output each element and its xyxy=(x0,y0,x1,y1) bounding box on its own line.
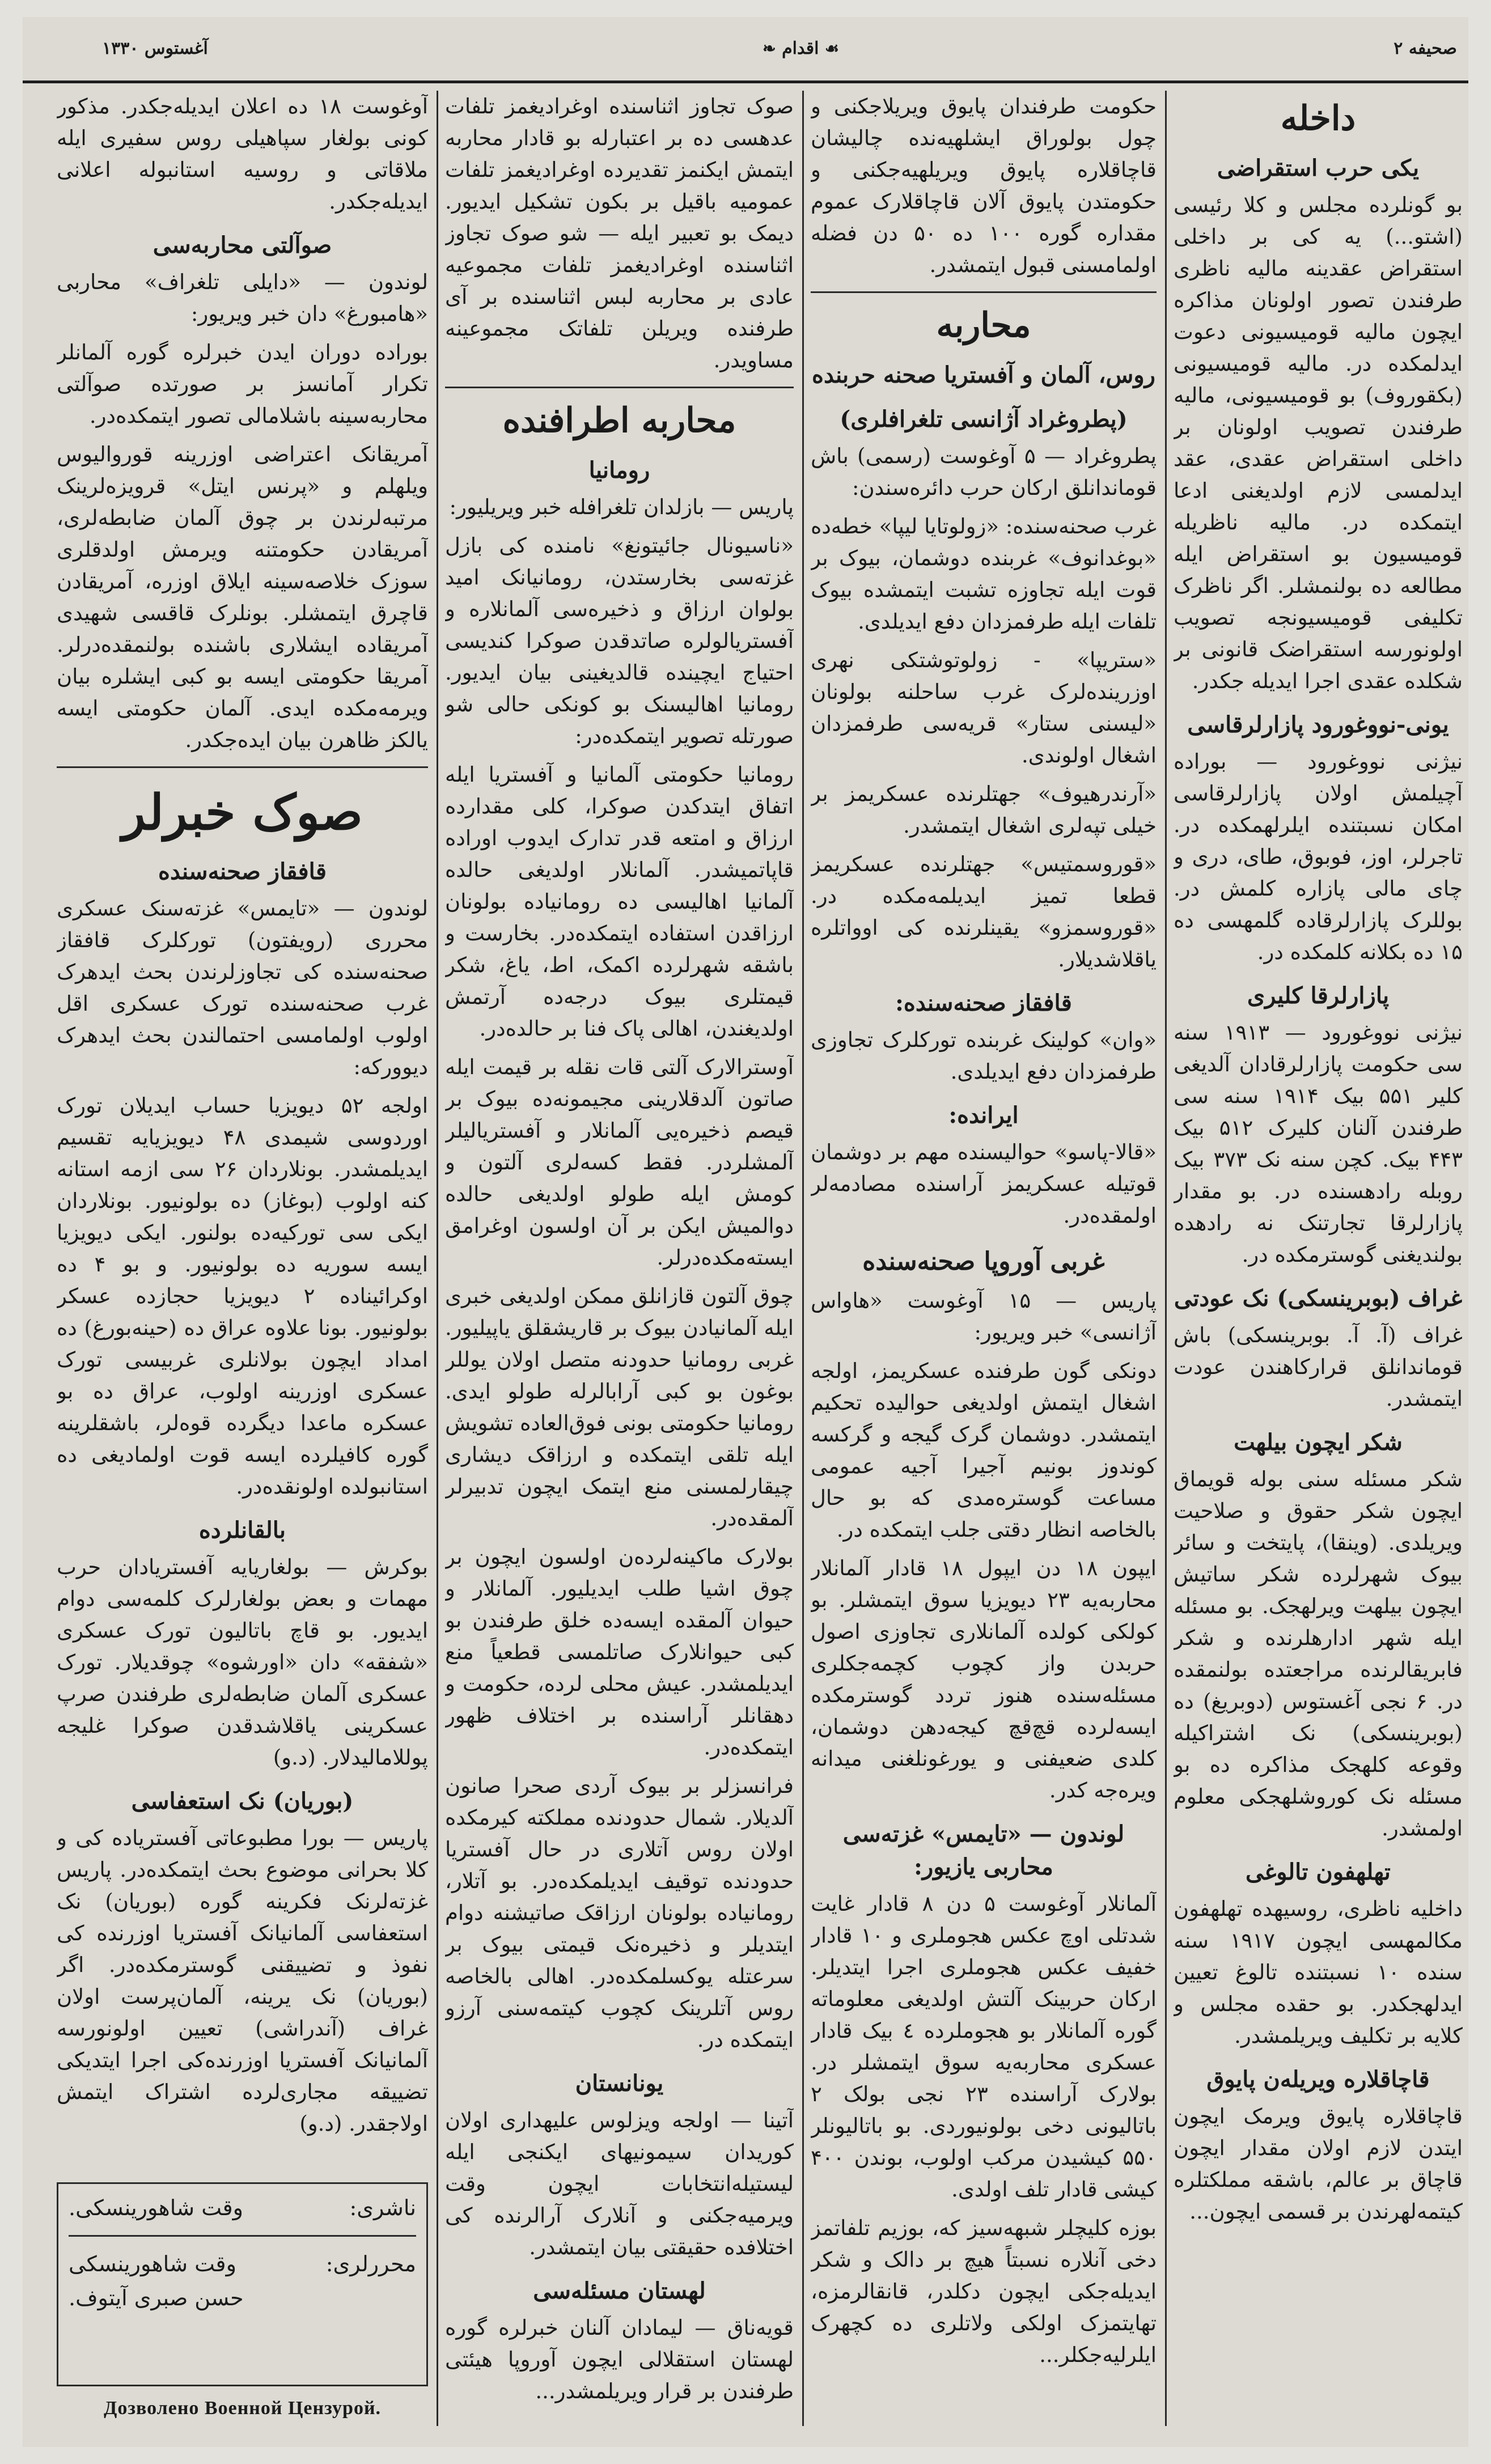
header-newspaper-name xyxy=(763,39,839,58)
article-text: «ستریپا» - زولوتوشتکی نهری اوزرینده‌لرک غرب ساحلنه بولونان «لیسنی ستار» قریه‌سی طرفمزدان اشغال اولوندی. xyxy=(811,648,1157,767)
article-text: آمریقانک اعتراضی اوزرینه قوروالیوس ویلهلم و «پرنس ایتل» قرویزه‌لرینک مرتبه‌لرندن بر چوق آلمان ضابطه‌لری، آمریقادن حکومتنه ویرمش اولدقلری سوزک خلاصه‌سینه ایلاق اوزره، آمریقادن قاچرق ایتمشلر. بونلرک قاقسی شهیدی آمریقاده ایشلاری باشنده بولنمقده‌درلر. آمریقا حکومتی ایسه بو کبی ایشلره بیان ویرمه‌مکده ایدی. آلمان حکومتی ایسه یالکز ظاهرن بیان ایده‌جکدر. xyxy=(57,442,428,752)
article-text: حکومت طرفندان پایوق ویریلاجکنی و چول بولوراق ایشلهیه‌نده چالیشان قاچاقلاره پایوق ویریلهیه‌جکنی و حکومتدن پایوق آلان قاچاقلارک عموم مقداره گوره ۱۰۰ ده ۵۰ دن فضله اولمامسنی قبول ایتمشدر. xyxy=(811,94,1157,277)
article-text: بوراده دوران ایدن خبرلره گوره آلمانلر تکرار آمانسز بر صورتده صوآلتی محاربه‌سینه باشلامالی تصور ایتمکده‌در. xyxy=(57,340,428,428)
article-heading: تهلهفون تالوغی xyxy=(1246,1859,1391,1885)
article-text: بوکرش — بولغاریایه آفستریادان حرب مهمات و بعض بولغارلرک کلمه‌سی دوام ایدیور. بو قاچ باتالیون تورک عسکری «شفقه» دان «اورشوه» چوقدیلار. تورک عسکری آلمان ضابطه‌لری طرفندن صرپ عسکرینی یاقلاشدقدن صوکرا غلیجه پوللامالیدلار. (د.و) xyxy=(57,1555,428,1770)
article-text: لوندون — «تایمس» غزته‌سنک عسکری محرری (رویفتون) تورکلرک قافقاز صحنه‌سنده کی تجاوزلرندن بحث ایدهرک غرب صحنه‌سنده تورک عسکری اقل اولوب اولمامسی احتمالندن بحث ایدهرک دیوورکه: xyxy=(57,896,428,1079)
article-text: بولارک ماکینه‌لرده‌ن اولسون ایچون بر چوق اشیا طلب ایدیلیور. آلمانلار و حیوان آلمقده ایسه‌ده خلق طرفندن بو کبی حیوانلارک صاتلمسی قطعیاً منع ایدیلمشدر. عیش محلی لرده، حکومت و دهقانلر آراسنده بر اختلاف ظهور ایتمکده‌در. xyxy=(445,1545,794,1759)
article-text: بوزه کلیچلر شبهه‌سیز که، بوزیم تلفاتمز دخی آنلاره نسبتاً هیچ بر دالک و شکر ایدیله‌جکی ایچون دکلدر، قانقالرمزه، تهایتمزک اولکی ولاتلری ده کچهرک ایلرلیه‌جکلر... xyxy=(811,2216,1157,2367)
article-heading: پازارلرقا کلیری xyxy=(1247,982,1390,1009)
divider xyxy=(57,766,428,768)
article-text: قویه‌ناق — لیمادان آلنان خبرلره گوره لهستان استقلالی ایچون آوروپا هیئتی طرفندن بر قرار ویریلمشدر... xyxy=(445,2315,794,2403)
article-heading: یونی-نووغورود پازارلرقاسی xyxy=(1187,711,1449,738)
column-3 xyxy=(445,91,794,2432)
header-date: ۱۳۳۰ آغستوس xyxy=(102,38,208,58)
article-heading: صوآلتی محاربه‌سی xyxy=(153,232,332,258)
article-heading: ایرانده: xyxy=(948,1102,1019,1129)
section-heading: داخله xyxy=(1280,99,1356,138)
section-heading: محاربه اطرافنده xyxy=(502,401,736,440)
column-4 xyxy=(57,91,428,2177)
article-text: دونکی گون طرفنده عسکریمز، اولجه اشغال ایتمش اولدیغی حوالیده تحکیم ایتمشدر. دوشمان گرک گیجه و گرکسه کوندوز بونیم آجیرا آجیه عمومی مساعت گوستره‌مدی که بو حال بالخاصه انظار دقتی جلب ایتمکده در. xyxy=(811,1359,1157,1542)
article-text: «وان» کولینک غربنده تورکلرک تجاوزی طرفمزدان دفع ایدیلدی. xyxy=(811,1028,1157,1084)
column-divider xyxy=(802,91,804,2426)
article-text: داخلیه ناظری، روسیهده تهلهفون مکالمهسی ایچون ۱۹۱۷ سنه سنده ۱۰ نسبتنده تالوغ تعیین ایدلهجکدر. بو حقده مجلس و کلایه بر تکلیف ویریلمشدر. xyxy=(1174,1897,1463,2048)
header-rule xyxy=(23,80,1468,83)
article-text: نیژنی نووغورود — ۱۹۱۳ سنه سی حکومت پازارلرقادان آلدیغی کلیر ۵۵۱ بیک ۱۹۱۴ سنه سی طرفندن آلنان کلیرک ۵۱۲ بیک ۴۴۳ بیک. کچن سنه نک ۳۷۳ بیک روبله رادهسنده در. بو مقدار پازارلرقا تجارتنک نه رادهده بولندیغنی گوسترمکده در. xyxy=(1174,1020,1463,1267)
article-text: ایپون ۱۸ دن ایپول ۱۸ قادار آلمانلار محاربه‌یه ۲۳ دیویزیا سوق ایتمشلر. بو کولکی کولده آلمانلاری تجاوزی اصول حربدن واز کچوب کچمه‌جکلری مسئله‌سنده هنوز تردد گوسترمکده ایسه‌لرده قچ‌قچ کیجه‌دهن دوشمان، کلدی ضعیفنی و یورغونلغنی میدانه ویره‌جه کدر. xyxy=(811,1556,1157,1803)
column-1 xyxy=(1174,91,1463,2432)
divider xyxy=(69,2235,416,2237)
article-text: «قوروسمتیس» جهتلرنده عسکریمز قطعا تمیز ایدیلمه‌مکده در. «قوروسمزو» یقینلرنده کی اوواتلره یاقلاشدیلار. xyxy=(811,852,1157,972)
newspaper-title: اقدام xyxy=(782,38,819,58)
article-heading: شکر ایچون بیلهت xyxy=(1234,1429,1403,1456)
article-text: آوغوست ۱۸ ده اعلان ایدیله‌جکدر. مذکور کونی بولغار سپاهیلی روس سفیری ایله ملاقاتی و روسیه استانبوله اعلانی ایدیله‌جکدر. xyxy=(57,94,428,214)
editors-label: محررلری: xyxy=(325,2251,416,2276)
article-heading: رومانیا xyxy=(588,457,650,484)
article-heading: غربی آوروپا صحنه‌سنده xyxy=(862,1247,1105,1276)
article-text: لوندون — «دایلی تلغراف» محاربی «هامبورغ» دان خبر ویریور: xyxy=(57,270,428,326)
article-text: پطروغراد — ۵ آوغوست (رسمی) باش قوماندانلق ارکان حرب دائره‌سندن: xyxy=(811,444,1157,500)
censor-note: Дозволено Военной Цензурой. xyxy=(103,2398,382,2419)
editors-row xyxy=(69,2247,416,2281)
divider xyxy=(811,291,1157,293)
publisher-label: ناشری: xyxy=(349,2195,416,2220)
section-heading: محاربه xyxy=(936,306,1031,345)
column-divider xyxy=(1165,91,1167,2426)
editor-name: وقت شاهورینسکی xyxy=(69,2251,236,2276)
article-text: «آرندرهیوف» جهتلرنده عسکریمز بر خیلی تپه‌لری اشغال ایتمشدر. xyxy=(811,782,1157,838)
article-subheading: (پطروغراد آژانسی تلغرافلری) xyxy=(840,406,1128,432)
article-text: رومانیا حکومتی آلمانیا و آفستریا ایله اتفاق ایتدکدن صوکرا، کلی مقدارده ارزاق و امتعه قدر تدارک ایدوب اوراده قاپاتمیشدر. آلمانلار اولدیغی حالده آلمانیا اهالیسی ده رومانیاده بولونان ارزاقدن استفاده ایتمکده‌در. بخارست و باشقه شهرلرده اکمک، اط، یاغ، شکر قیمتلری بیوک درجه‌ده آرتمش اولدیغندن، اهالی پاک فنا بر حالده‌در. xyxy=(445,762,794,1041)
article-heading: قاچاقلاره ویریله‌ن پایوق xyxy=(1206,2066,1430,2093)
article-heading: غراف (بوبرینسکی) نک عودتی xyxy=(1174,1285,1463,1312)
newspaper-page xyxy=(23,17,1468,2447)
article-heading: یکی حرب استقراضی xyxy=(1217,155,1420,181)
latest-news-heading: صوک خبرلر xyxy=(122,784,363,841)
article-text: نیژنی نووغورود — بوراده آچیلمش اولان پازارلرقاسی امکان نسبتنده ایلرلهمکده در. تاجرلر، اوز، فوبوق، طای، دری و چای مالی پازاره کلمش در. بوللرک پازارلرقاده گلمهسی ده ۱۵ ده بکلانه کلمکده در. xyxy=(1174,749,1463,964)
publisher-row xyxy=(69,2191,416,2225)
article-text: غرب صحنه‌سنده: «زولوتایا لیپا» خطه‌ده «بوغدانوف» غربنده دوشمان، بیوک بر قوت ایله تجاوزه تشبت ایتمشده بیوک تلفات ایله طرفمزدان دفع ایدیلدی. xyxy=(811,514,1157,634)
article-text: آوسترالارک آلتی قات نقله بر قیمت ایله صاتون آلدقلارینی مجیمونه‌ده بیوک بر قیصم ذخیره‌یی آلمانلار و آفستریالیلر آلمشلردر. فقط کسه‌لری آلتون و کومش ایله طولو اولدیغی حالده دوالمیش ایکن بر آن اولسون اوغرامق ایسته‌مکده‌درلر. xyxy=(445,1055,794,1270)
article-heading: قافقاز صحنه‌سنده: xyxy=(895,990,1072,1016)
divider xyxy=(445,387,794,388)
article-text: فرانسزلر بر بیوک آردی صحرا صانون آلدیلار. شمال حدودنده مملکته کیرمکده اولان روس آتلاری در حال آفستریا حدودنده توقیف ایدیلمکده‌در. بو آتلار، رومانیاده بولونان ارزاقک صاتیشنه دوام ایتدیلر و ذخیره‌نک قیمتی بیوک بر سرعتله یوکسلمکده‌در. اهالی بالخاصه روس آتلرینک کچوب کیتمه‌سنی آرزو ایتمکده در. xyxy=(445,1774,794,2052)
article-text: پاریس — ۱۵ آوغوست «هاواس آژانسی» خبر ویریور: xyxy=(811,1288,1157,1345)
column-2 xyxy=(811,91,1157,2432)
header-page-label: ۲ صحیفه xyxy=(1393,38,1457,58)
ornament-icon: ❧ xyxy=(763,39,776,58)
ornament-icon: ☙ xyxy=(824,39,839,58)
article-text: چوق آلتون قازانلق ممکن اولدیغی خبری ایله آلمانیادن بیوک بر قاریشقلق یاپیلیور. غربی رومانیا حدودنه متصل اولان یوللر بوغون بو کبی آرابالرله طولو ایدی. رومانیا حکومتی بونی فوق‌العاده تشویش ایله تلقی ایتمکده و ارزاقک دیشاری چیقارلمسنی منع ایتمک ایچون تدبیرلر آلمقده‌در. xyxy=(445,1284,794,1530)
article-heading: لوندون — «تایمس» غزته‌سی محاربی یازیور: xyxy=(842,1821,1125,1880)
article-text: «قالا-پاسو» حوالیسنده مهم بر دوشمان قوتیله عسکریمز آراسنده مصادمه‌لر اولمقده‌در. xyxy=(811,1140,1157,1228)
article-text: «ناسیونال جائیتونغ» نامنده کی بازل غزته‌سی بخارستدن، رومانیانک امید بولوان ارزاق و ذخیره‌سی آلمانلاره و آفستریالولره صاتدقدن صوکرا کندیسی احتیاج ایچینده قالدیغینی بیان ایدیور. رومانیا اهالیسنک بو کونکی حالی شو صورتله تصویر ایتمکده‌در: xyxy=(445,533,794,748)
editor-name: حسن صبری آیتوف. xyxy=(69,2285,244,2310)
article-text: بو گونلرده مجلس و کلا رئیسی (اشتو...) یه کی بر داخلی استقراض عقدینه مالیه ناظری طرفندن تصور اولونان مذاکره ایچون مالیه قومیسیونی دعوت ایدلمکده در. مالیه قومیسیونی (بکقوروف) بو قومیسیونی، مالیه طرفندن تصویب اولونان بر داخلی استقراض عقدی، عقد ایدلمسی لازم اولدیغنی ادعا ایتمکده در. مالیه ناظریله قومیسیون بو استقراض ایله مطالعه ده بولنمشلر. اگر ناظرک تکلیفی قومیسیونجه تصویب اولونورسه استقراضک قانونی بر شکلده عقدی اجرا ایدیله جکدر. xyxy=(1174,193,1463,693)
article-heading: یونانستان xyxy=(575,2070,664,2097)
article-text: پاریس — بورا مطبوعاتی آفستریاده کی و کلا بحرانی موضوع بحث ایتمکده‌در. پاریس غزته‌لرنک فکرینه گوره (بوریان) نک استعفاسی آلمانیانک آفستریا اوزرنده کی نفوذ و تضییقنی گوسترمکده‌در. اگر (بوریان) نک یرینه، آلمان‌پرست اولان غراف (آندراشی) تعیین اولونورسه آلمانیانک آفستریا اوزرنده‌کی اجرا ایتدیکی تضییقه مجاری‌لرده اشتراک ایتمش اولاجقدر. (د.و) xyxy=(57,1826,428,2136)
article-text: شکر مسئله سنی بوله قویماق ایچون شکر حقوق و صلاحیت ویریلدی. (وینقا)، پایتخت و سائر بیوک شهرلرده شکر ساتیش ایچون بیلهت ویرلهجک. بو مسئله ایله شهر ادارهلرنده و شکر فابریقالرنده مراجعتده بولنمقده در. ۶ نجی آغستوس (دوبریغ) ده (بوبرینسکی) نک اشتراکیله وقوعه کلهجک مذاکره ده بو مسئله نک کوروشلهجکی معلوم اولمشدر. xyxy=(1174,1467,1463,1840)
article-text: غراف (آ. آ. بوبرینسکی) باش قوماندانلق قرارکاهندن عودت ایتمشدر. xyxy=(1174,1323,1463,1411)
article-heading: روس، آلمان و آفستریا صحنه حربنده xyxy=(812,362,1155,388)
article-text: اولجه ۵۲ دیویزیا حساب ایدیلان تورک اوردوسی شیمدی ۴۸ دیویزیایه تقسیم ایدیلمشدر. بونلاردان ۲۶ سی ازمه استانه کنه اولوب (بوغاز) ده بولونیور. بونلاردان ایکی سی تورکیه‌ده بولنور. ایکی دیویزیا ایسه سوریه ده بولونیور. و بو ۴ ده اوکرائیناده ۲ دیویزیا حجازده عسکر بولونیور. بونا علاوه عراق ده (حینه‌بورغ) ده امداد ایچون بولانلری غربیسی تورک عسکری اوزرینه اولوب، عراق ده بو عسکره ماعدا دیگرده قوه‌لر، باشقلرینه گوره کافیلرده ایسه قوت اولمادیغی ده استانبولده اولونقده‌در. xyxy=(57,1093,428,1499)
editors-row-2 xyxy=(69,2281,416,2315)
article-text: صوک تجاوز اثناسنده اوغرادیغمز تلفات عدهسی ده بر اعتبارله بو قادار محاربه ایتمش ایکنمز تقدیرده اوغرادیغمز تلفات عمومیه باقیل بر بکون تشکیل ایدیور. دیمک بو تعبیر ایله — شو صوک تجاوز اثناسنده اوغرادیغمز تلفات مجموعیه عادی بر محاربه لبس اثناسنده بر آی طرفنده ویریلن تلفاتک مجموعینه مساویدر. xyxy=(445,94,794,372)
article-heading: قافقاز صحنه‌سنده xyxy=(158,858,327,885)
article-text: قاچاقلاره پایوق ویرمک ایچون ایتدن لازم اولان مقدار ایچون قاچاق بر عالم، باشقه مملکتلره کیتمه‌لهرندن بر قسمی ایچون... xyxy=(1174,2104,1463,2224)
article-heading: بالقانلرده xyxy=(198,1517,286,1543)
page-header xyxy=(23,17,1468,79)
article-heading: (بوریان) نک استعفاسی xyxy=(131,1788,354,1814)
publisher-name: وقت شاهورینسکی. xyxy=(69,2195,244,2220)
article-text: آلمانلار آوغوست ۵ دن ۸ قادار غایت شدتلی اوچ عکس هجوملری و ۱۰ قادار خفیف عکس هجوملری اجرا ایتدیلر. ارکان حربینک آلتش اولدیغی معلوماته گوره آلمانلار بو هجوملرده ٤ بیک قادار عسکری محاربه‌یه سوق ایتمشلر در. بولارک آراسنده ۲۳ نجی بولک ۲ باتالیونی دخی بولونیوردی. بو باتالیونلر ۵۵۰ کیشیدن مرکب اولوب، بوندن ۴۰۰ کیشی قادار تلف اولدی. xyxy=(811,1892,1157,2202)
article-text: پاریس — بازلدان تلغرافله خبر ویریلیور: xyxy=(449,495,794,519)
article-heading: لهستان مسئله‌سی xyxy=(533,2278,706,2304)
article-text: آتینا — اولجه ویزلوس علیهداری اولان کوریدان سیمونیهای ایکنجی ایله لیستیله‌انتخابات ایچون وقت ویرمیه‌جکنی و آنلارک آرالرنده کی اختلافده حقیقتی بیان ایتمشدر. xyxy=(445,2108,794,2259)
imprint-box xyxy=(57,2182,428,2386)
column-divider xyxy=(437,91,438,2426)
